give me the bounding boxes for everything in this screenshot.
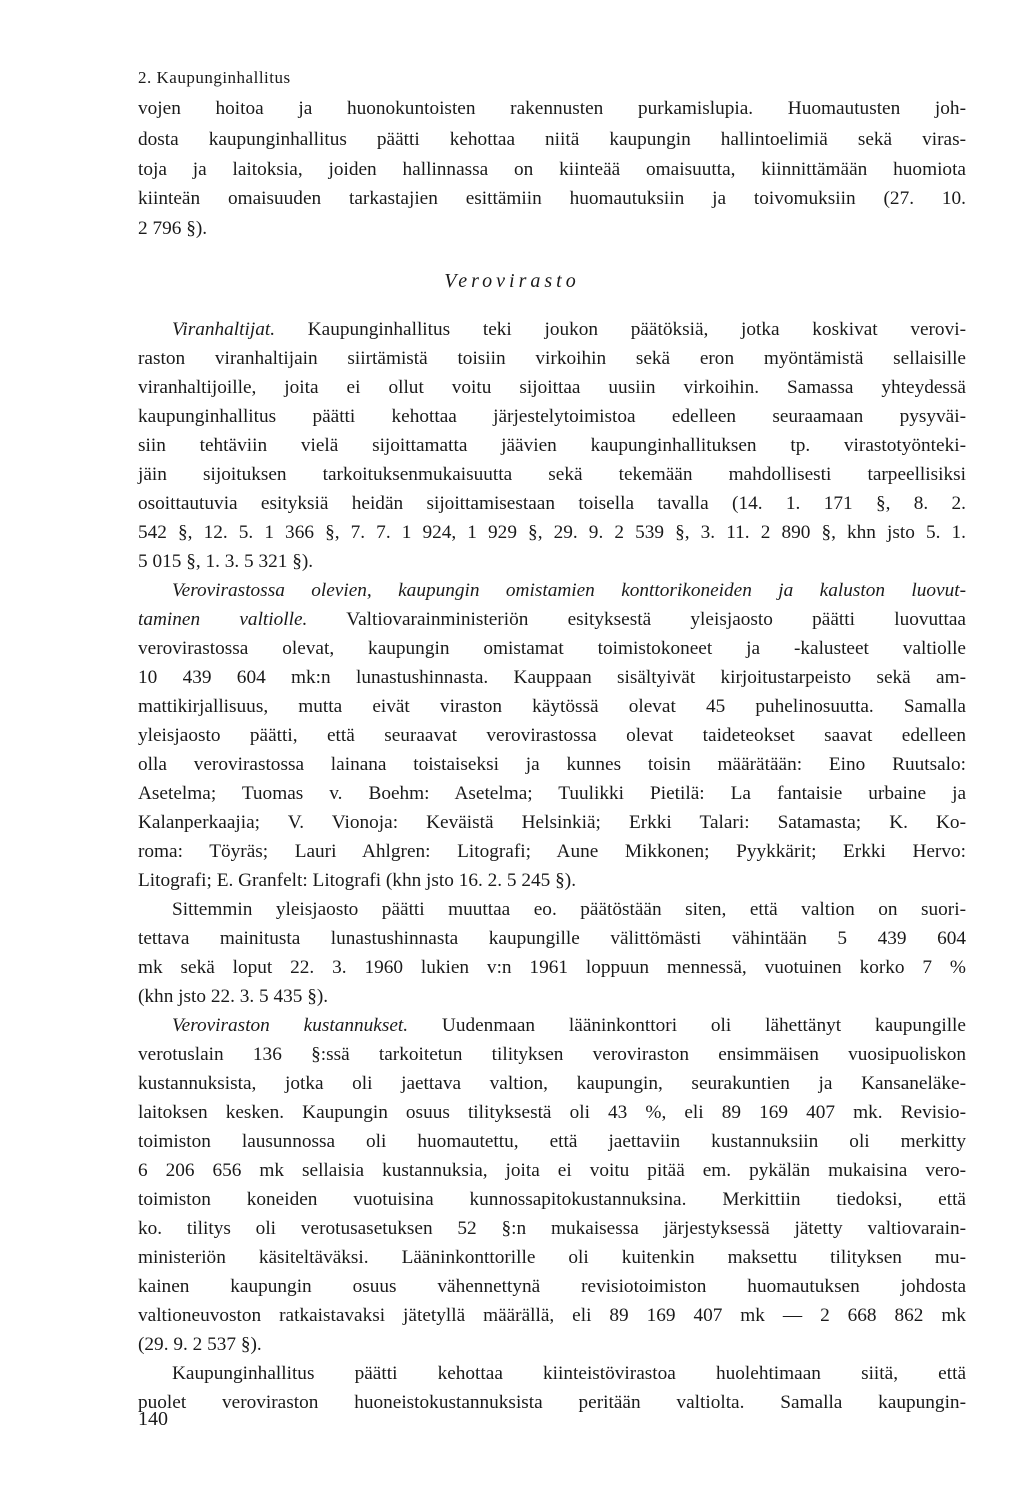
text-line bbox=[172, 578, 966, 604]
text-line bbox=[138, 839, 966, 865]
text-run: tettava mainitusta lunastushinnasta kaupungille välittömästi vähintään 5 439 604 bbox=[138, 928, 966, 949]
text-line bbox=[172, 897, 966, 923]
text-run: toimiston koneiden vuotuisina kunnossapitokustannuksina. Merkittiin tiedoksi, että bbox=[138, 1189, 966, 1210]
text-line bbox=[138, 491, 966, 517]
text-line bbox=[138, 404, 966, 430]
page-number: 140 bbox=[138, 1408, 168, 1430]
text-run: Uudenmaan lääninkonttori oli lähettänyt kaupungille bbox=[408, 1015, 966, 1036]
section-heading: Verovirasto bbox=[444, 270, 580, 292]
text-line bbox=[138, 127, 966, 153]
text-run: verovirastossa olevat, kaupungin omistamat toimistokoneet ja -kalusteet valtiolle bbox=[138, 638, 966, 659]
text-run: Litografi; E. Granfelt: Litografi (khn jsto 16. 2. 5 245 §). bbox=[138, 870, 577, 891]
text-line bbox=[138, 157, 966, 183]
text-line bbox=[138, 955, 966, 981]
italic-run: Verovirastossa olevien, kaupungin omistamien konttorikoneiden ja kaluston luovut- bbox=[172, 580, 966, 601]
text-run: Sittemmin yleisjaosto päätti muuttaa eo. päätöstään siten, että valtion on suori- bbox=[172, 899, 966, 920]
text-run: mk sekä loput 22. 3. 1960 lukien v:n 1961 loppuun mennessä, vuotuinen korko 7 % bbox=[138, 957, 966, 978]
text-line bbox=[138, 96, 966, 122]
italic-run: taminen valtiolle. bbox=[138, 609, 308, 630]
text-run: jäin sijoituksen tarkoituksenmukaisuutta sekä tekemään mahdollisesti tarpeellisiksi bbox=[138, 464, 966, 485]
text-line bbox=[138, 1274, 966, 1300]
text-line bbox=[138, 186, 966, 212]
text-run: Kaupunginhallitus teki joukon päätöksiä, jotka koskivat verovi- bbox=[275, 319, 966, 340]
text-line bbox=[138, 984, 966, 1010]
text-line bbox=[138, 1187, 966, 1213]
text-run: 542 §, 12. 5. 1 366 §, 7. 7. 1 924, 1 929 §, 29. 9. 2 539 §, 3. 11. 2 890 §, khn jsto 5. 1. bbox=[138, 522, 966, 543]
text-run: valtioneuvoston ratkaistavaksi jätetyllä määrällä, eli 89 169 407 mk — 2 668 862 mk bbox=[138, 1305, 966, 1326]
text-line bbox=[138, 810, 966, 836]
text-run: Asetelma; Tuomas v. Boehm: Asetelma; Tuulikki Pietilä: La fantaisie urbaine ja bbox=[138, 783, 966, 804]
text-run: ko. tilitys oli verotusasetuksen 52 §:n mukaisessa järjestyksessä jätetty valtiovarain- bbox=[138, 1218, 966, 1239]
text-run: mattikirjallisuus, mutta eivät viraston käytössä olevat 45 puhelinosuutta. Samalla bbox=[138, 696, 966, 717]
text-line bbox=[172, 1361, 966, 1387]
text-run: kustannuksista, jotka oli jaettava valtion, kaupungin, seurakuntien ja Kansaneläke- bbox=[138, 1073, 966, 1094]
text-line bbox=[138, 636, 966, 662]
text-line bbox=[138, 1129, 966, 1155]
text-line bbox=[138, 1245, 966, 1271]
text-run: 6 206 656 mk sellaisia kustannuksia, joita ei voitu pitää em. pykälän mukaisina vero- bbox=[138, 1160, 966, 1181]
text-line bbox=[138, 723, 966, 749]
text-line bbox=[138, 1100, 966, 1126]
text-run: verotuslain 136 §:ssä tarkoitetun tilityksen veroviraston ensimmäisen vuosipuoliskon bbox=[138, 1044, 966, 1065]
text-line bbox=[138, 1071, 966, 1097]
text-line bbox=[138, 781, 966, 807]
text-line bbox=[172, 1013, 966, 1039]
text-line bbox=[138, 375, 966, 401]
text-line bbox=[138, 433, 966, 459]
text-line bbox=[138, 694, 966, 720]
text-run: olla verovirastossa lainana toistaiseksi ja kunnes toisin määrätään: Eino Ruutsalo: bbox=[138, 754, 966, 775]
text-run: toimiston lausunnossa oli huomautettu, että jaettaviin kustannuksiin oli merkitty bbox=[138, 1131, 966, 1152]
text-run: (29. 9. 2 537 §). bbox=[138, 1334, 262, 1355]
text-run: Kalanperkaajia; V. Vionoja: Keväistä Helsinkiä; Erkki Talari: Satamasta; K. Ko- bbox=[138, 812, 966, 833]
text-line bbox=[138, 1332, 966, 1358]
text-run: roma: Töyräs; Lauri Ahlgren: Litografi; Aune Mikkonen; Pyykkärit; Erkki Hervo: bbox=[138, 841, 966, 862]
text-run: osoittautuvia esityksiä heidän sijoittamisestaan toisella tavalla (14. 1. 171 §, 8. 2. bbox=[138, 493, 966, 514]
text-run: raston viranhaltijain siirtämistä toisiin virkoihin sekä eron myöntämistä sellaisille bbox=[138, 348, 966, 369]
text-run: (khn jsto 22. 3. 5 435 §). bbox=[138, 986, 329, 1007]
italic-run: Veroviraston kustannukset. bbox=[172, 1015, 409, 1036]
text-run: kiinteän omaisuuden tarkastajien esittämiin huomautuksiin ja toivomuksiin (27. 10. bbox=[138, 188, 966, 209]
text-line bbox=[138, 462, 966, 488]
text-run: siin tehtäviin vielä sijoittamatta jäävien kaupunginhallituksen tp. virastotyönteki- bbox=[138, 435, 966, 456]
text-run: puolet veroviraston huoneistokustannuksista peritään valtiolta. Samalla kaupungin- bbox=[138, 1392, 966, 1413]
text-run: Kaupunginhallitus päätti kehottaa kiinteistövirastoa huolehtimaan siitä, että bbox=[172, 1363, 966, 1384]
text-run: 10 439 604 mk:n lunastushinnasta. Kauppaan sisältyivät kirjoitustarpeisto sekä am- bbox=[138, 667, 966, 688]
text-run: kaupunginhallitus päätti kehottaa järjestelytoimistoa edelleen seuraamaan pysyväi- bbox=[138, 406, 966, 427]
text-line bbox=[138, 1158, 966, 1184]
text-line bbox=[138, 1390, 966, 1416]
text-run: viranhaltijoille, joita ei ollut voitu sijoittaa uusiin virkoihin. Samassa yhteydessä bbox=[138, 377, 966, 398]
text-line bbox=[138, 346, 966, 372]
text-run: kainen kaupungin osuus vähennettynä revisiotoimiston huomautuksen johdosta bbox=[138, 1276, 966, 1297]
text-line bbox=[138, 1042, 966, 1068]
text-line bbox=[138, 549, 966, 575]
text-line bbox=[138, 752, 966, 778]
text-line bbox=[138, 868, 966, 894]
text-run: toja ja laitoksia, joiden hallinnassa on kiinteää omaisuutta, kiinnittämään huomiota bbox=[138, 159, 966, 180]
text-line bbox=[138, 216, 966, 242]
text-run: ministeriön käsiteltäväksi. Lääninkonttorille oli kuitenkin maksettu tilityksen mu- bbox=[138, 1247, 966, 1268]
text-run: Valtiovarainministeriön esityksestä yleisjaosto päätti luovuttaa bbox=[307, 609, 966, 630]
text-run: laitoksen kesken. Kaupungin osuus tilityksestä oli 43 %, eli 89 169 407 mk. Revisio- bbox=[138, 1102, 966, 1123]
text-line bbox=[138, 607, 966, 633]
text-line bbox=[172, 317, 966, 343]
text-run: yleisjaosto päätti, että seuraavat verovirastossa olevat taideteokset saavat edelleen bbox=[138, 725, 966, 746]
text-line bbox=[138, 1216, 966, 1242]
text-run: dosta kaupunginhallitus päätti kehottaa niitä kaupungin hallintoelimiä sekä viras- bbox=[138, 129, 966, 150]
text-run: 5 015 §, 1. 3. 5 321 §). bbox=[138, 551, 314, 572]
text-line bbox=[138, 520, 966, 546]
text-line bbox=[138, 665, 966, 691]
running-header: 2. Kaupunginhallitus bbox=[138, 68, 291, 87]
text-run: vojen hoitoa ja huonokuntoisten rakennusten purkamislupia. Huomautusten joh- bbox=[138, 98, 966, 119]
text-run: 2 796 §). bbox=[138, 218, 208, 239]
text-line bbox=[138, 1303, 966, 1329]
italic-run: Viranhaltijat. bbox=[172, 319, 276, 340]
text-line bbox=[138, 926, 966, 952]
